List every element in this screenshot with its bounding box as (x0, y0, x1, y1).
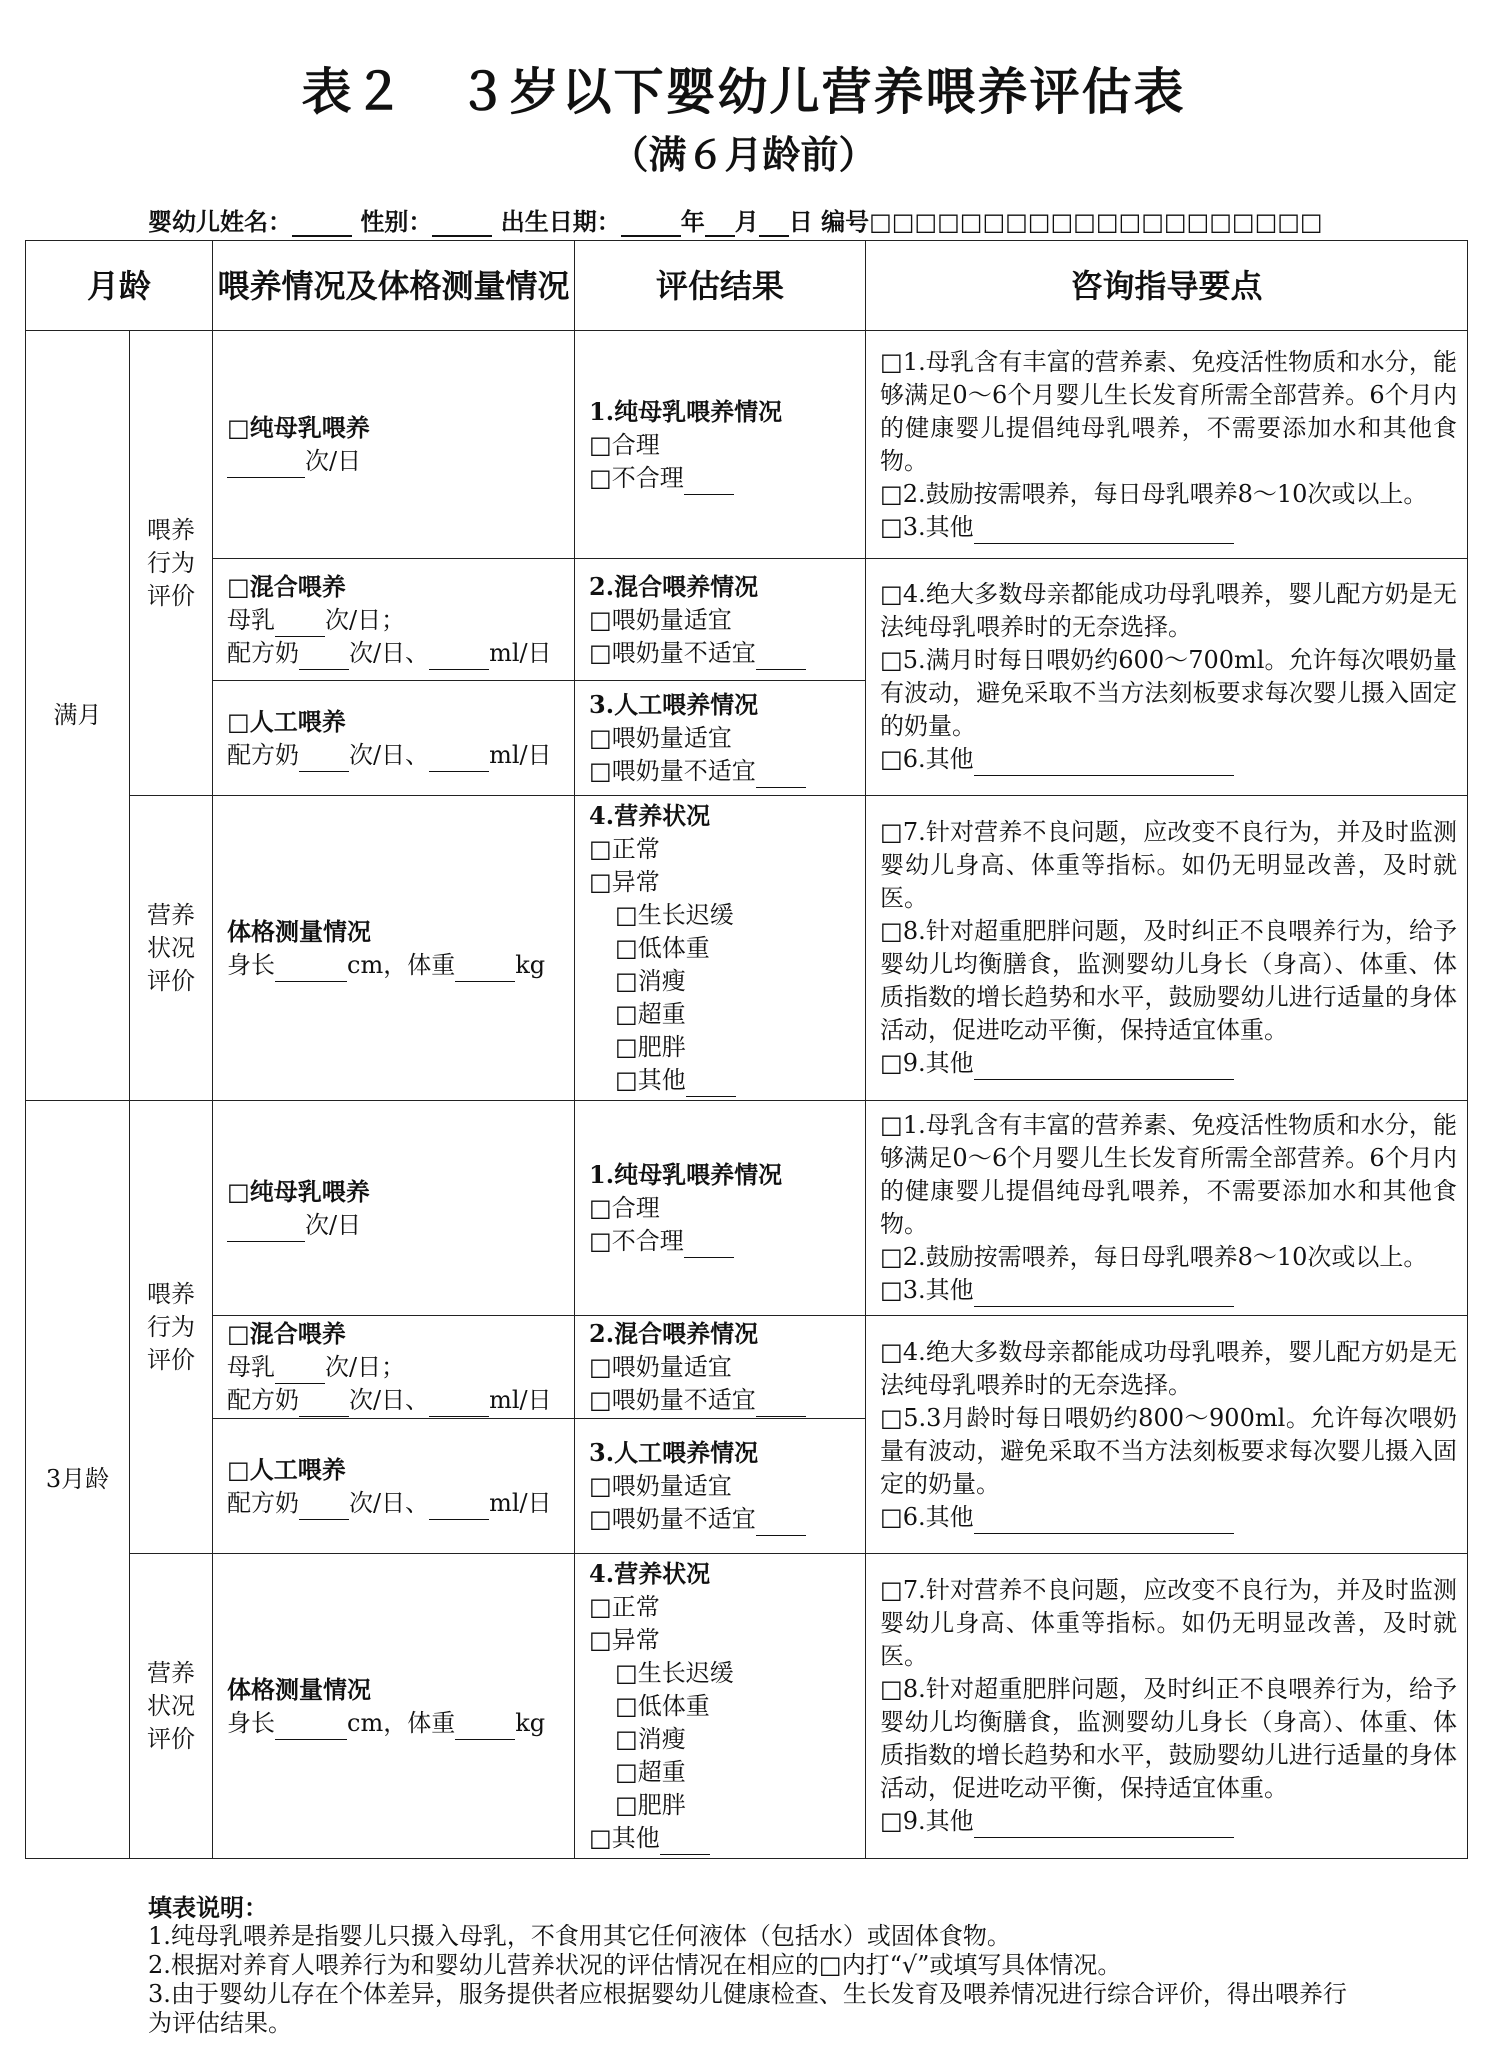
line (880, 478, 1457, 511)
other-blank[interactable] (974, 1510, 1234, 1534)
age-cell (26, 1101, 130, 1859)
line (589, 1351, 865, 1384)
text: 次/日、 (349, 740, 430, 769)
line (589, 1624, 865, 1657)
line (227, 1673, 574, 1707)
artificial-feeding-cell (213, 681, 575, 796)
birth-day-blank[interactable] (759, 215, 789, 237)
cat-text: 评价 (147, 966, 195, 995)
line (227, 411, 574, 445)
line (589, 722, 865, 755)
breast-times-blank[interactable] (275, 613, 325, 637)
text: 次/日； (325, 1353, 406, 1381)
age-label: 满月 (53, 701, 102, 729)
line (589, 833, 865, 866)
text: 次/日、 (349, 1386, 430, 1414)
guide-item: □4.绝大多数母亲都能成功母乳喂养，婴儿配方奶是无法纯母乳喂养时的无奈选择。 (880, 1337, 1458, 1399)
line (227, 1351, 574, 1384)
artificial-eval-cell (575, 681, 866, 796)
line (880, 743, 1457, 776)
other-blank[interactable] (974, 1814, 1234, 1838)
birth-label: 出生日期： (500, 207, 621, 236)
section-row (26, 1101, 1468, 1316)
eval-title: 2.混合喂养情况 (589, 1319, 759, 1348)
line (880, 1501, 1457, 1534)
height-blank[interactable] (275, 958, 347, 982)
note-item: 3.由于婴幼儿存在个体差异，服务提供者应根据婴幼儿健康检查、生长发育及喂养情况进行综合评价，得出喂养行为评估结果。 (148, 1980, 1347, 2037)
year-label: 年 (680, 207, 705, 236)
other-blank[interactable] (686, 1073, 736, 1097)
breast-feeding-label: □纯母乳喂养 (227, 1176, 370, 1206)
breast-feeding-cell (213, 1101, 575, 1316)
option-item: □超重 (615, 1758, 686, 1786)
unit: 次/日 (305, 1210, 362, 1239)
reason-blank[interactable] (684, 1234, 734, 1258)
line (589, 1158, 865, 1192)
line (880, 644, 1457, 743)
option: □喂奶量不适宜 (589, 1386, 756, 1414)
guide-item: □2.鼓励按需喂养，每日母乳喂养8～10次或以上。 (880, 479, 1428, 508)
measurement-cell (213, 1554, 575, 1859)
measurement-cell (213, 796, 575, 1101)
header-result: 评估结果 (575, 241, 866, 331)
measurement-label: 体格测量情况 (227, 1674, 372, 1704)
note-item: 1.纯母乳喂养是指婴儿只摄入母乳，不食用其它任何液体（包括水）或固体食物。 (148, 1922, 1011, 1950)
birth-year-blank[interactable] (621, 215, 681, 237)
breast-feeding-label: □纯母乳喂养 (227, 413, 370, 442)
formula-times-blank[interactable] (299, 1393, 349, 1417)
breast-eval-cell (575, 1101, 866, 1316)
line (589, 1470, 865, 1503)
guide-item: □8.针对超重肥胖问题，及时纠正不良喂养行为，给予婴幼儿均衡膳食，监测婴幼儿身长（身高）、体重、体质指数的增长趋势和水平，鼓励婴幼儿进行适量的身体活动，促进吃动平衡，保持适宜体重。 (880, 917, 1458, 1044)
line (880, 915, 1457, 1047)
option-item: □其他 (589, 1824, 660, 1852)
feeding-category-cell (130, 1101, 213, 1554)
guide-item: □5.满月时每日喂奶约600～700ml。允许每次喂奶量有波动，避免采取不当方法刻板要求每次婴儿摄入固定的奶量。 (880, 646, 1458, 740)
other-blank[interactable] (974, 1283, 1234, 1307)
option: □喂奶量适宜 (589, 1353, 732, 1381)
page-title: 表２ ３岁以下婴幼儿营养喂养评估表 (301, 62, 1186, 121)
reason-blank[interactable] (756, 1512, 806, 1536)
option-reasonable: □合理 (589, 430, 660, 459)
line (589, 799, 865, 833)
line (130, 1723, 212, 1756)
line (130, 899, 212, 932)
mixed-feeding-label: □混合喂养 (227, 1319, 346, 1348)
text: 身长 (227, 950, 276, 979)
option-normal: □正常 (589, 835, 660, 863)
option-item: □肥胖 (615, 1033, 686, 1061)
text: 母乳 (227, 1353, 276, 1381)
cat-text: 评价 (147, 1724, 195, 1753)
option: □喂奶量不适宜 (589, 1505, 756, 1533)
line (227, 739, 574, 772)
cat-text: 喂养 (147, 515, 195, 544)
guide-item: □9.其他 (880, 1807, 974, 1835)
cat-text: 评价 (147, 581, 195, 610)
guide-item: □1.母乳含有丰富的营养素、免疫活性物质和水分，能够满足0～6个月婴儿生长发育所需全部营养。6个月内的健康婴儿提倡纯母乳喂养，不需要添加水和其他食物。 (880, 347, 1458, 475)
nutrition-eval-cell (575, 1554, 866, 1859)
line (589, 965, 865, 998)
line (589, 1657, 865, 1690)
unit: 次/日 (305, 447, 362, 475)
text: 次/日； (325, 605, 406, 634)
option: □喂奶量适宜 (589, 1472, 732, 1500)
eval-title: 1.纯母乳喂养情况 (589, 1160, 783, 1189)
guide-cell (866, 1554, 1468, 1859)
guide-item: □6.其他 (880, 745, 974, 773)
age-cell (26, 331, 130, 1101)
line (589, 899, 865, 932)
reason-blank[interactable] (756, 646, 806, 670)
section-row (26, 331, 1468, 559)
line (880, 816, 1457, 915)
option: □喂奶量适宜 (589, 724, 732, 752)
measurement-label: 体格测量情况 (227, 916, 372, 946)
line (227, 604, 574, 637)
formula-ml-blank[interactable] (429, 646, 489, 670)
mixed-eval-cell (575, 1316, 866, 1419)
line (130, 1344, 212, 1377)
line (130, 514, 212, 547)
line (880, 1574, 1457, 1673)
section-row (26, 559, 1468, 681)
artificial-feeding-label: □人工喂养 (227, 706, 346, 736)
section-row (26, 1316, 1468, 1419)
option-item: □其他 (615, 1066, 686, 1094)
other-blank[interactable] (974, 520, 1234, 544)
line (589, 932, 865, 965)
line (227, 637, 574, 670)
artificial-feeding-cell (213, 1419, 575, 1554)
option-item: □生长迟缓 (615, 1659, 734, 1687)
line (589, 688, 865, 722)
fill-instructions (148, 1893, 1368, 2038)
text: 次/日、 (349, 638, 430, 667)
month-label: 月 (734, 207, 759, 236)
nutrition-category-cell (130, 796, 213, 1101)
text: 身长 (227, 1708, 276, 1737)
guide-cell (866, 559, 1468, 796)
formula-ml-blank[interactable] (429, 748, 489, 772)
text: ml/日 (489, 1488, 552, 1517)
line (880, 1805, 1457, 1838)
line (589, 866, 865, 899)
option-item: □肥胖 (615, 1791, 686, 1819)
text: 配方奶 (227, 638, 300, 667)
breast-eval-cell (575, 331, 866, 559)
line (227, 445, 574, 478)
line (589, 1503, 865, 1536)
guide-cell (866, 331, 1468, 559)
notes-title: 填表说明： (148, 1893, 268, 1922)
guide-cell (866, 796, 1468, 1101)
eval-title: 4.营养状况 (589, 801, 711, 830)
line (880, 1336, 1457, 1402)
option-item: □低体重 (615, 1692, 710, 1720)
cat-text: 营养 (147, 900, 195, 929)
option-reasonable: □合理 (589, 1194, 660, 1222)
guide-cell (866, 1101, 1468, 1316)
cat-text: 行为 (147, 1312, 195, 1341)
line (130, 932, 212, 965)
header-age: 月龄 (26, 241, 213, 331)
reason-blank[interactable] (756, 764, 806, 788)
section-row (26, 796, 1468, 1101)
text: kg (515, 1708, 546, 1737)
line (880, 511, 1457, 544)
line (130, 580, 212, 613)
option-item: □低体重 (615, 934, 710, 962)
line (130, 965, 212, 998)
line (130, 1311, 212, 1344)
cat-text: 营养 (147, 1658, 195, 1687)
reason-blank[interactable] (684, 471, 734, 495)
line (589, 1591, 865, 1624)
eval-title: 3.人工喂养情况 (589, 1438, 759, 1467)
option: □喂奶量不适宜 (589, 638, 756, 667)
sex-label: 性别： (360, 207, 433, 236)
line (880, 346, 1457, 478)
option-abnormal: □异常 (589, 868, 660, 896)
text: 配方奶 (227, 1488, 300, 1517)
text: 配方奶 (227, 1386, 300, 1414)
line (880, 578, 1457, 644)
line (227, 1487, 574, 1520)
guide-item: □4.绝大多数母亲都能成功母乳喂养，婴儿配方奶是无法纯母乳喂养时的无奈选择。 (880, 580, 1458, 641)
text: cm，体重 (347, 1708, 456, 1737)
weight-blank[interactable] (455, 1716, 515, 1740)
line (227, 1707, 574, 1740)
guide-item: □2.鼓励按需喂养，每日母乳喂养8～10次或以上。 (880, 1243, 1428, 1271)
formula-ml-blank[interactable] (429, 1496, 489, 1520)
line (589, 462, 865, 495)
line (880, 1402, 1457, 1501)
guide-item: □7.针对营养不良问题，应改变不良行为，并及时监测婴幼儿身高、体重等指标。如仍无明显改善，及时就医。 (880, 818, 1458, 912)
breast-feeding-cell (213, 331, 575, 559)
id-boxes[interactable]: □□□□□□□□□□□□□□□□□□□□ (869, 208, 1323, 236)
header-feeding: 喂养情况及体格测量情况 (213, 241, 575, 331)
line (880, 1673, 1457, 1805)
guide-item: □3.其他 (880, 512, 974, 541)
eval-title: 2.混合喂养情况 (589, 571, 759, 601)
mixed-feeding-label: □混合喂养 (227, 571, 346, 601)
line (227, 915, 574, 949)
guide-item: □3.其他 (880, 1276, 974, 1304)
option: □喂奶量适宜 (589, 605, 732, 634)
name-blank[interactable] (292, 215, 352, 237)
line (589, 1557, 865, 1591)
mixed-feeding-cell (213, 1316, 575, 1419)
guide-item: □7.针对营养不良问题，应改变不良行为，并及时监测婴幼儿身高、体重等指标。如仍无明显改善，及时就医。 (880, 1576, 1458, 1670)
text: 配方奶 (227, 740, 300, 769)
formula-ml-blank[interactable] (429, 1393, 489, 1417)
line (589, 1789, 865, 1822)
guide-item: □5.3月龄时每日喂奶约800～900ml。允许每次喂奶量有波动，避免采取不当方法刻板要求每次婴儿摄入固定的奶量。 (880, 1403, 1458, 1498)
artificial-feeding-label: □人工喂养 (227, 1454, 346, 1484)
line (880, 1109, 1457, 1241)
breast-times-blank[interactable] (275, 1360, 325, 1384)
text: ml/日 (489, 1386, 552, 1414)
line (227, 705, 574, 739)
guide-item: □8.针对超重肥胖问题，及时纠正不良喂养行为，给予婴幼儿均衡膳食，监测婴幼儿身长（身高）、体重、体质指数的增长趋势和水平，鼓励婴幼儿进行适量的身体活动，促进吃动平衡，保持适宜体重。 (880, 1675, 1458, 1802)
text: 次/日、 (349, 1488, 430, 1517)
option-unreasonable: □不合理 (589, 1227, 684, 1255)
line (589, 1436, 865, 1470)
text: kg (515, 950, 546, 979)
formula-times-blank[interactable] (299, 646, 349, 670)
guide-item: □1.母乳含有丰富的营养素、免疫活性物质和水分，能够满足0～6个月婴儿生长发育所需全部营养。6个月内的健康婴儿提倡纯母乳喂养，不需要添加水和其他食物。 (880, 1111, 1458, 1238)
option-unreasonable: □不合理 (589, 463, 684, 492)
guide-item: □9.其他 (880, 1049, 974, 1077)
line (589, 1690, 865, 1723)
cat-text: 行为 (147, 548, 195, 577)
child-info-line (148, 202, 1323, 237)
line (589, 395, 865, 429)
section-row (26, 1554, 1468, 1859)
age-label: 3月龄 (45, 1465, 110, 1493)
id-label: 编号 (821, 207, 870, 236)
breast-times-blank[interactable] (227, 1218, 305, 1242)
artificial-eval-cell (575, 1419, 866, 1554)
line (227, 1453, 574, 1487)
cat-text: 评价 (147, 1345, 195, 1374)
header-guide: 咨询指导要点 (866, 241, 1468, 331)
eval-title: 4.营养状况 (589, 1559, 711, 1588)
line (130, 1690, 212, 1723)
cat-text: 状况 (147, 933, 195, 962)
reason-blank[interactable] (756, 1393, 806, 1417)
sex-blank[interactable] (432, 215, 492, 237)
line (880, 1047, 1457, 1080)
day-label: 日 (788, 207, 813, 236)
feeding-category-cell (130, 331, 213, 796)
eval-title: 3.人工喂养情况 (589, 690, 759, 719)
birth-month-blank[interactable] (705, 215, 735, 237)
text: ml/日 (489, 740, 552, 769)
option-item: □超重 (615, 1000, 686, 1028)
other-blank[interactable] (974, 1056, 1234, 1080)
text: ml/日 (489, 638, 552, 667)
option-abnormal: □异常 (589, 1626, 660, 1654)
weight-blank[interactable] (455, 958, 515, 982)
assessment-table (25, 240, 1468, 1859)
breast-times-blank[interactable] (227, 454, 305, 478)
line (227, 1317, 574, 1351)
line (589, 998, 865, 1031)
height-blank[interactable] (275, 1716, 347, 1740)
line (227, 1175, 574, 1209)
line (589, 1723, 865, 1756)
line (589, 429, 865, 462)
cat-text: 状况 (147, 1691, 195, 1720)
line (130, 1278, 212, 1311)
guide-item: □6.其他 (880, 1502, 974, 1531)
option: □喂奶量不适宜 (589, 757, 756, 785)
line (589, 1317, 865, 1351)
nutrition-category-cell (130, 1554, 213, 1859)
line (227, 1384, 574, 1417)
line (227, 949, 574, 982)
cat-text: 喂养 (147, 1279, 195, 1308)
line (130, 547, 212, 580)
formula-times-blank[interactable] (299, 1496, 349, 1520)
line (589, 604, 865, 637)
header-row (26, 241, 1468, 331)
option-item: □消瘦 (615, 1725, 686, 1753)
line (880, 1274, 1457, 1307)
other-blank[interactable] (660, 1831, 710, 1855)
option-item: □生长迟缓 (615, 901, 734, 929)
line (589, 1384, 865, 1417)
line (880, 1241, 1457, 1274)
line (589, 570, 865, 604)
option-item: □消瘦 (615, 967, 686, 995)
line (227, 570, 574, 604)
page-subtitle: （满６月龄前） (610, 132, 877, 177)
line (589, 1064, 865, 1097)
mixed-eval-cell (575, 559, 866, 681)
line (589, 1822, 865, 1855)
nutrition-eval-cell (575, 796, 866, 1101)
line (589, 1192, 865, 1225)
eval-title: 1.纯母乳喂养情况 (589, 396, 783, 426)
line (589, 1225, 865, 1258)
note-item: 2.根据对养育人喂养行为和婴幼儿营养状况的评估情况在相应的□内打“√”或填写具体情况。 (148, 1951, 1122, 1979)
line (589, 637, 865, 670)
text: 母乳 (227, 605, 276, 634)
mixed-feeding-cell (213, 559, 575, 681)
line (589, 755, 865, 788)
line (589, 1031, 865, 1064)
line (589, 1756, 865, 1789)
formula-times-blank[interactable] (299, 748, 349, 772)
line (130, 1657, 212, 1690)
other-blank[interactable] (974, 752, 1234, 776)
guide-cell (866, 1316, 1468, 1554)
option-normal: □正常 (589, 1593, 660, 1621)
line (227, 1209, 574, 1242)
text: cm，体重 (347, 950, 456, 979)
name-label: 婴幼儿姓名： (148, 207, 292, 236)
